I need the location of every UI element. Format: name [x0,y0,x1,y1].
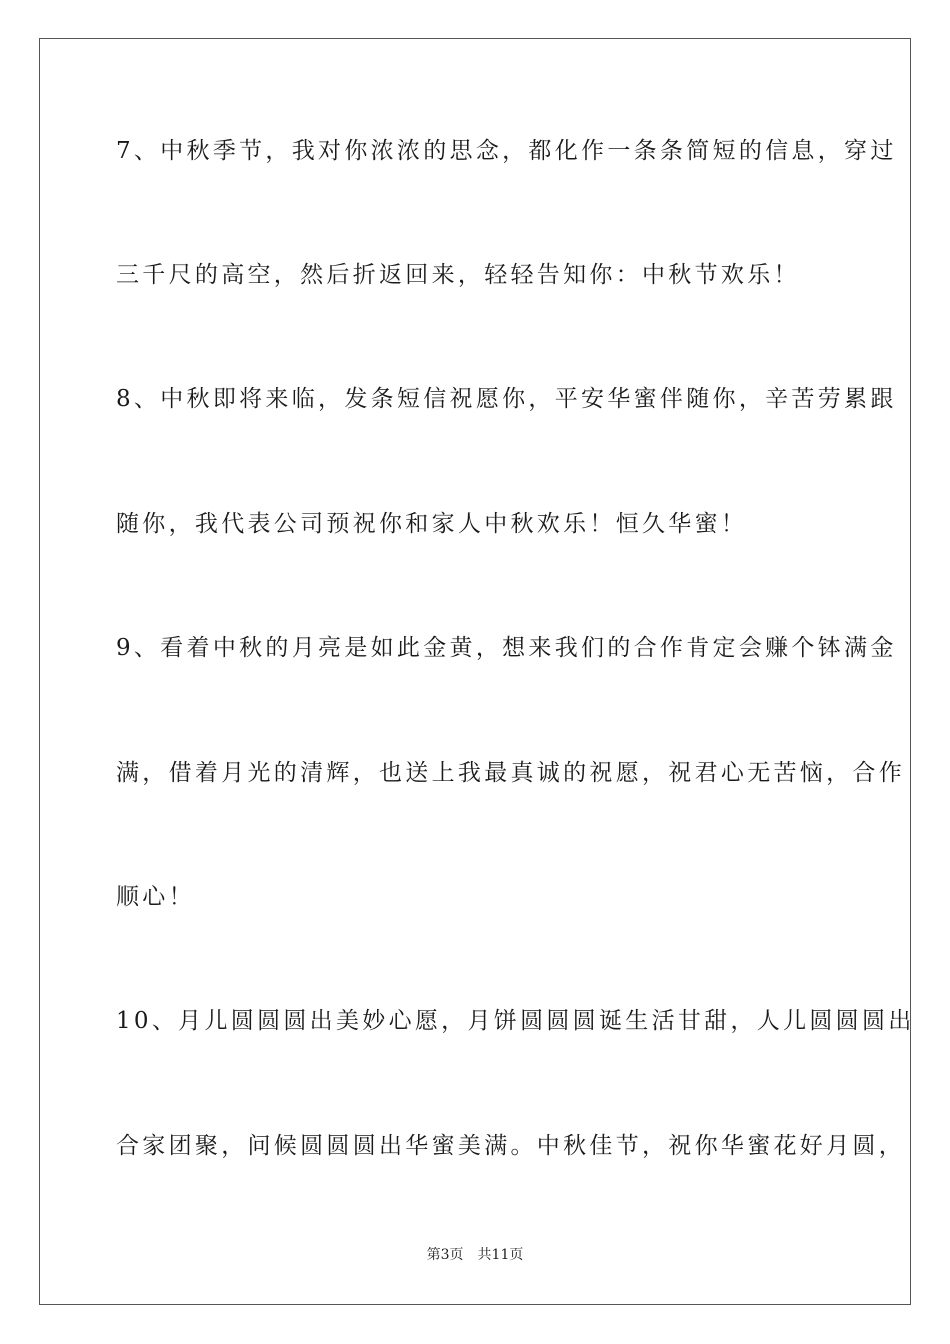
text-line-3: 8、中秋即将来临，发条短信祝愿你，平安华蜜伴随你，辛苦劳累跟 [116,386,897,412]
page-number: 第3页 [426,1247,464,1263]
page-frame [39,38,915,1305]
text-line-2: 三千尺的高空，然后折返回来，轻轻告知你：中秋节欢乐！ [116,262,800,288]
text-line-5: 9、看着中秋的月亮是如此金黄，想来我们的合作肯定会赚个钵满金 [116,635,897,661]
text-line-6: 满，借着月光的清辉，也送上我最真诚的祝愿，祝君心无苦恼，合作 [116,760,905,786]
text-line-4: 随你，我代表公司预祝你和家人中秋欢乐！恒久华蜜！ [116,511,748,537]
text-line-9: 合家团聚，问候圆圆圆出华蜜美满。中秋佳节，祝你华蜜花好月圆， [116,1133,905,1159]
page-footer [0,1246,950,1264]
text-line-7: 顺心！ [116,884,195,910]
text-line-1: 7、中秋季节，我对你浓浓的思念，都化作一条条简短的信息，穿过 [116,138,897,164]
page-total: 共11页 [477,1247,524,1263]
text-line-8: 10、月儿圆圆圆出美妙心愿，月饼圆圆圆诞生活甘甜，人儿圆圆圆出 [116,1008,915,1034]
